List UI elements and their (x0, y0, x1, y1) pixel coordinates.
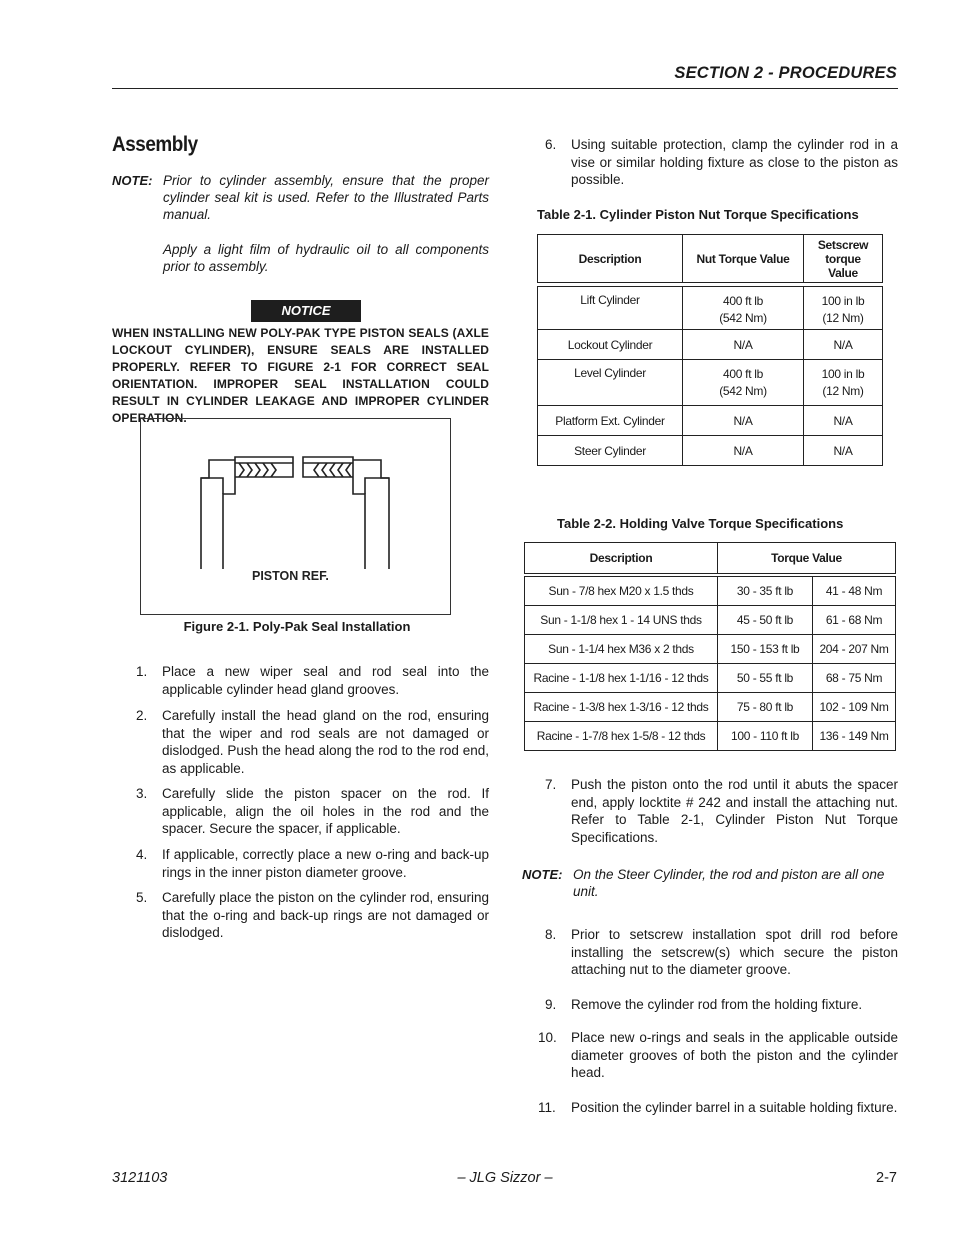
step-text: Carefully place the piston on the cylinder rod, ensuring that the o-ring and back-up rings are not damaged or dislodged. (162, 890, 489, 940)
table-2-title: Table 2-2. Holding Valve Torque Specifications (557, 516, 844, 531)
step-text: Push the piston onto the rod until it abuts the spacer end, apply locktite # 242 and install the attaching nut. Refer to Table 2-1, Cylinder Piston Nut Torque Specifications. (571, 777, 898, 845)
step-number: 10. (538, 1030, 557, 1045)
step-number: 11. (538, 1100, 556, 1115)
table-row: Steer Cylinder N/A N/A (538, 436, 883, 466)
section-title: SECTION 2 - PROCEDURES (674, 64, 897, 82)
step-number: 1. (136, 664, 148, 679)
step-text: Carefully install the head gland on the rod, ensuring that the wiper and rod seals are not damaged or dislodged. Push the head along the rod to the rod end, as applicable. (162, 708, 489, 776)
notice-text: WHEN INSTALLING NEW POLY-PAK TYPE PISTON SEALS (AXLE LOCKOUT CYLINDER), ENSURE SEALS ARE INSTALLED PROPERLY. REFER TO FIGURE 2-1 FOR CORRECT SEAL ORIENTATION. IMPROPER SEAL INSTALLATION COULD RESULT IN CYLINDER LEAKAGE AND IMPROPER CYLINDER OPERATION. (112, 326, 489, 425)
step-number: 3. (136, 786, 148, 801)
note-label: NOTE: (112, 173, 153, 188)
step-number: 8. (545, 927, 557, 942)
step-number: 7. (545, 777, 557, 792)
step-text: Position the cylinder barrel in a suitable holding fixture. (571, 1100, 898, 1115)
page-heading: Assembly (112, 133, 198, 156)
table-1 (537, 234, 883, 466)
step-number: 4. (136, 847, 148, 862)
notice-badge: NOTICE (251, 300, 361, 322)
step-text: If applicable, correctly place a new o-ring and back-up rings in the inner piston diameter groove. (162, 847, 489, 880)
table-row: Racine - 1-7/8 hex 1-5/8 - 12 thds 100 - 110 ft lb 136 - 149 Nm (525, 722, 896, 751)
table-row: Lift Cylinder 400 ft lb (542 Nm) 100 in lb (12 Nm) (538, 287, 883, 330)
step-text: Using suitable protection, clamp the cylinder rod in a vise or similar holding fixture as close to the piston as possible. (571, 137, 898, 187)
step-number: 5. (136, 890, 148, 905)
table-header: Setscrew torque Value (804, 235, 883, 283)
step-text: Remove the cylinder rod from the holding fixture. (571, 997, 863, 1012)
table-row: Racine - 1-1/8 hex 1-1/16 - 12 thds 50 - 55 ft lb 68 - 75 Nm (525, 664, 896, 693)
note-paragraph: On the Steer Cylinder, the rod and piston are all one unit. (573, 867, 885, 899)
table-header: Torque Value (718, 543, 896, 574)
step-text: Carefully slide the piston spacer on the rod. If applicable, align the oil holes in the rod and the spacer. Secure the spacer, if applicable. (162, 786, 489, 836)
table-1-title: Table 2-1. Cylinder Piston Nut Torque Specifications (537, 207, 859, 222)
step-number: 6. (545, 137, 557, 152)
table-header: Description (525, 543, 718, 574)
step-text: Place a new wiper seal and rod seal into the applicable cylinder head gland grooves. (162, 664, 489, 697)
note-paragraph-2: Apply a light film of hydraulic oil to all components prior to assembly. (163, 242, 489, 274)
table-2 (524, 542, 896, 751)
table-row: Racine - 1-3/8 hex 1-3/16 - 12 thds 75 - 80 ft lb 102 - 109 Nm (525, 693, 896, 722)
table-row: Sun - 1-1/8 hex 1 - 14 UNS thds 45 - 50 ft lb 61 - 68 Nm (525, 606, 896, 635)
header-rule (112, 88, 898, 89)
poly-pak-seal-diagram (141, 419, 450, 614)
step-number: 9. (545, 997, 557, 1012)
table-row: Lockout Cylinder N/A N/A (538, 330, 883, 360)
table-row: Platform Ext. Cylinder N/A N/A (538, 406, 883, 436)
table-row: Level Cylinder 400 ft lb (542 Nm) 100 in lb (12 Nm) (538, 360, 883, 406)
step-text: Prior to setscrew installation spot drill rod before installing the setscrew(s) which secure the piston attaching nut to the diameter groove. (571, 927, 898, 977)
table-header: Nut Torque Value (683, 235, 804, 283)
note-label: NOTE: (522, 867, 563, 882)
figure-inner-label: PISTON REF. (252, 569, 329, 583)
figure-frame (140, 418, 451, 615)
footer-page-number: 2-7 (876, 1170, 897, 1186)
footer-title: – JLG Sizzor – (457, 1170, 553, 1186)
footer-doc-number: 3121103 (112, 1170, 168, 1186)
table-row: Sun - 1-1/4 hex M36 x 2 thds 150 - 153 ft lb 204 - 207 Nm (525, 635, 896, 664)
table-header: Description (538, 235, 683, 283)
figure-caption: Figure 2-1. Poly-Pak Seal Installation (183, 619, 411, 634)
step-number: 2. (136, 708, 148, 723)
table-row: Sun - 7/8 hex M20 x 1.5 thds 30 - 35 ft lb 41 - 48 Nm (525, 577, 896, 606)
note-paragraph-1: Prior to cylinder assembly, ensure that the proper cylinder seal kit is used. Refer to the Illustrated Parts manual. (163, 173, 489, 222)
step-text: Place new o-rings and seals in the applicable outside diameter grooves of both the piston and the cylinder head. (571, 1030, 898, 1080)
